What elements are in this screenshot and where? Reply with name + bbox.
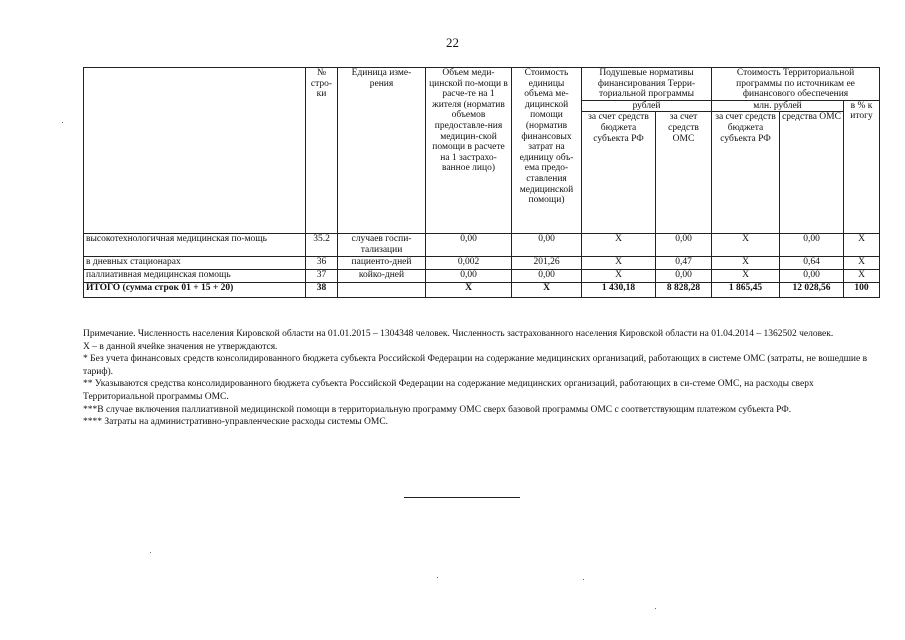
header-unit-cost: Стоимость единицы объема ме-дицинской помощи (норматив финансовых затрат на единицу объ-ема предо-ставления медицинской помощи) — [512, 68, 582, 234]
scan-speck — [150, 552, 151, 553]
row-cost: 201,26 — [512, 256, 582, 269]
header-row-number: № стро-ки — [306, 68, 338, 234]
header-unit: Единица изме-рения — [338, 68, 426, 234]
row-cost: 0,00 — [512, 234, 582, 256]
row-cost-budget: X — [712, 234, 780, 256]
row-unit: койко-дней — [338, 269, 426, 282]
total-cost-oms: 12 028,56 — [780, 282, 844, 297]
row-cost-budget: X — [712, 269, 780, 282]
footnote: ** Указываются средства консолидированного бюджета субъекта Российской Федерации на содержание медицинских организаций, работающих в си-стеме ОМС, на расходы сверх Территориальной программы ОМС. — [83, 379, 814, 402]
row-volume: 0,00 — [426, 269, 512, 282]
row-cost-budget: X — [712, 256, 780, 269]
total-unit — [338, 282, 426, 297]
header-name-cell — [84, 68, 306, 234]
total-cost: X — [512, 282, 582, 297]
header-per-capita-unit: рублей — [582, 100, 712, 112]
page-number: 22 — [446, 35, 459, 50]
scan-speck — [62, 122, 63, 123]
row-percent: X — [844, 234, 880, 256]
row-cost: 0,00 — [512, 269, 582, 282]
footnote: * Без учета финансовых средств консолидированного бюджета субъекта Российской Федерации на содержание медицинских организаций, работающих в системе ОМС (затраты, не вошедшие в тариф). — [83, 354, 868, 377]
row-name: паллиативная медицинская помощь — [84, 269, 306, 282]
row-unit: пациенто-дней — [338, 256, 426, 269]
row-name: высокотехнологичная медицинская по-мощь — [84, 234, 306, 256]
row-unit: случаев госпи-тализации — [338, 234, 426, 256]
table-row — [84, 269, 880, 282]
row-per-capita-budget: X — [582, 256, 656, 269]
row-per-capita-oms: 0,00 — [656, 234, 712, 256]
header-program-cost-group: Стоимость Территориальной программы по источникам ее финансового обеспечения — [712, 68, 880, 101]
footnotes — [83, 328, 883, 429]
header-cost-budget: за счет средств бюджета субъекта РФ — [712, 112, 780, 234]
footnote: Примечание. Численность населения Кировской области на 01.01.2015 – 1304348 человек. Численность застрахованного населения Кировской области на 01.04.2014 – 1362502 человек. — [83, 329, 834, 339]
header-percent-of-total: в % к итогу — [844, 100, 880, 234]
header-per-capita-group: Подушевые нормативы финансирования Терри-ториальной программы — [582, 68, 712, 101]
row-percent: X — [844, 256, 880, 269]
scan-speck — [583, 579, 584, 580]
row-cost-oms: 0,00 — [780, 269, 844, 282]
total-per-capita-budget: 1 430,18 — [582, 282, 656, 297]
table-header-row — [84, 68, 880, 101]
row-number: 35.2 — [306, 234, 338, 256]
table-row — [84, 256, 880, 269]
row-number: 37 — [306, 269, 338, 282]
total-name: ИТОГО (сумма строк 01 + 15 + 20) — [84, 282, 306, 297]
row-per-capita-oms: 0,00 — [656, 269, 712, 282]
scan-speck — [655, 608, 656, 609]
header-cost-oms: средства ОМС — [780, 112, 844, 234]
row-percent: X — [844, 269, 880, 282]
table-row — [84, 234, 880, 256]
end-divider — [404, 497, 520, 498]
total-percent: 100 — [844, 282, 880, 297]
header-cost-unit: млн. рублей — [712, 100, 844, 112]
total-cost-budget: 1 865,45 — [712, 282, 780, 297]
footnote: **** Затраты на административно-управленческие расходы системы ОМС. — [83, 417, 389, 428]
header-per-capita-budget: за счет средств бюджета субъекта РФ — [582, 112, 656, 234]
footnote: ***В случае включения паллиативной медицинской помощи в территориальную программу ОМС сверх базовой программы ОМС с соответствующим платежом субъекта РФ. — [83, 404, 792, 415]
total-volume: X — [426, 282, 512, 297]
row-cost-oms: 0,64 — [780, 256, 844, 269]
row-per-capita-budget: X — [582, 269, 656, 282]
total-row — [84, 282, 880, 297]
row-volume: 0,002 — [426, 256, 512, 269]
header-volume: Объем меди-цинской по-мощи в расче-те на 1 жителя (норматив объемов предоставле-ния медицин-ской помощи в расчете на 1 застрахо-ванное лицо) — [426, 68, 512, 234]
row-per-capita-oms: 0,47 — [656, 256, 712, 269]
scan-speck — [437, 577, 438, 578]
header-per-capita-oms: за счет средств ОМС — [656, 112, 712, 234]
row-per-capita-budget: X — [582, 234, 656, 256]
row-volume: 0,00 — [426, 234, 512, 256]
financing-table — [83, 67, 880, 298]
row-cost-oms: 0,00 — [780, 234, 844, 256]
total-row-number: 38 — [306, 282, 338, 297]
total-per-capita-oms: 8 828,28 — [656, 282, 712, 297]
footnote: Х – в данной ячейке значения не утверждаются. — [83, 341, 278, 352]
row-name: в дневных стационарах — [84, 256, 306, 269]
row-number: 36 — [306, 256, 338, 269]
